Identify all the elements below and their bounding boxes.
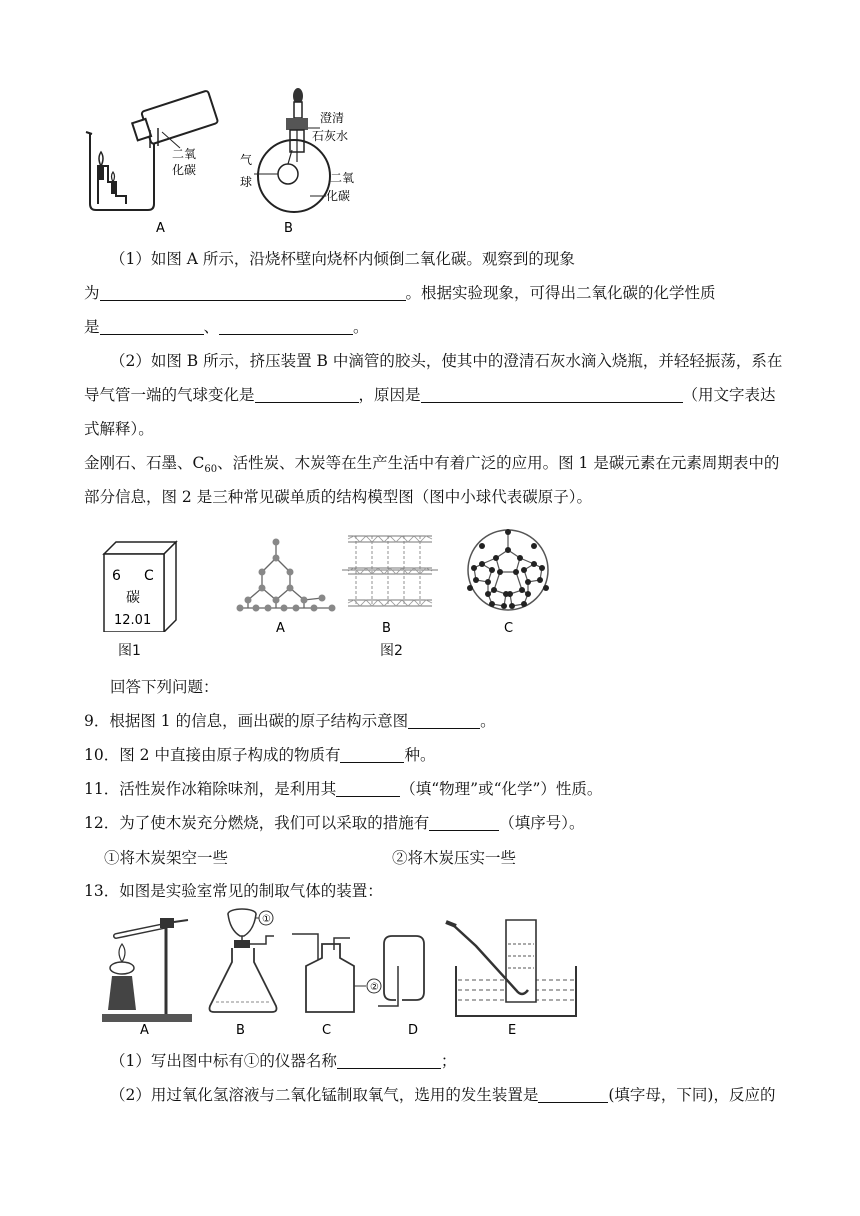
apparatus-caption-a: A <box>140 1023 149 1038</box>
answer-blank[interactable] <box>336 780 400 797</box>
figure-b-label-co2-2: 化碳 <box>326 189 351 203</box>
element-number: 6 <box>112 568 121 584</box>
q1-text-3-pre: 是 <box>84 318 100 336</box>
q10-text-pre: 10．图 2 中直接由原子构成的物质有 <box>84 746 341 764</box>
figure-b-caption: B <box>284 221 293 236</box>
apparatus-label-1: ① <box>262 914 271 925</box>
figure-b-label-balloon-1: 气 <box>240 153 253 167</box>
element-card-carbon <box>96 540 178 632</box>
q11-text-post: （填“物理”或“化学”）性质。 <box>400 780 603 798</box>
q9-text-pre: 9．根据图 1 的信息，画出碳的原子结构示意图 <box>84 712 409 730</box>
figure-b-label-co2-1: 二氧 <box>330 171 355 185</box>
apparatus-label-2: ② <box>370 982 379 993</box>
answer-blank[interactable] <box>100 318 204 335</box>
apparatus-c-gas-bottle <box>292 934 381 1012</box>
q13-part-1 <box>84 1050 810 1072</box>
diamond-structure-model <box>236 528 336 638</box>
apparatus-d-inverted-bottle <box>378 936 424 1006</box>
intro-text-1a: 金刚石、石墨、C <box>84 454 205 472</box>
fig2-label-b: B <box>382 621 391 636</box>
q13-p2-text-pre: （2）用过氧化氢溶液与二氧化锰制取氧气，选用的发生装置是 <box>110 1086 539 1104</box>
q1-line-3 <box>84 316 784 338</box>
answer-prompt: 回答下列问题： <box>110 678 219 696</box>
element-name: 碳 <box>126 590 140 606</box>
apparatus-caption-c: C <box>322 1023 332 1038</box>
answer-blank[interactable] <box>408 712 480 729</box>
question-13 <box>84 880 784 902</box>
q2-text-2-mid: ，原因是 <box>358 386 421 404</box>
q13-p2-text-post: (填字母，下同)，反应的 <box>608 1086 776 1104</box>
answer-blank[interactable] <box>538 1086 608 1103</box>
fig2-caption: 图2 <box>380 643 403 659</box>
figure-a-beaker-candles <box>84 86 224 236</box>
q13-p1-text-pre: （1）写出图中标有①的仪器名称 <box>110 1052 337 1070</box>
element-symbol: C <box>144 568 154 584</box>
question-12 <box>84 812 784 834</box>
q1-text-3-post: 。 <box>353 318 369 336</box>
figure-b-label-balloon-2: 球 <box>240 175 253 189</box>
apparatus-caption-b: B <box>236 1023 245 1038</box>
answer-blank[interactable] <box>255 386 359 403</box>
question-10 <box>84 744 784 766</box>
answer-blank[interactable] <box>429 814 499 831</box>
question-9 <box>84 710 784 732</box>
q1-text-1: （1）如图 A 所示，沿烧杯壁向烧杯内倾倒二氧化碳。观察到的现象 <box>110 250 575 268</box>
apparatus-caption-e: E <box>508 1023 517 1038</box>
q2-text-1: （2）如图 B 所示，挤压装置 B 中滴管的胶头，使其中的澄清石灰水滴入烧瓶，并轻轻振荡，系在 <box>110 352 783 370</box>
intro-line-2 <box>84 486 784 508</box>
q11-text-pre: 11．活性炭作冰箱除味剂，是利用其 <box>84 780 337 798</box>
q12-text-pre: 12．为了使木炭充分燃烧，我们可以采取的措施有 <box>84 814 430 832</box>
q2-text-3: 式解释）。 <box>84 420 154 438</box>
q1-text-3-mid: 、 <box>203 318 220 336</box>
q1-line-2 <box>84 282 784 304</box>
q9-text-post: 。 <box>480 712 496 730</box>
intro-text-2: 部分信息，图 2 是三种常见碳单质的结构模型图（图中小球代表碳原子）。 <box>84 488 592 506</box>
answer-prompt-line <box>84 676 810 698</box>
gas-apparatus-figure <box>96 906 596 1038</box>
q12-text-post: （填序号）。 <box>499 814 585 832</box>
q2-line-2 <box>84 384 784 406</box>
answer-blank[interactable] <box>421 386 683 403</box>
apparatus-e-water-trough <box>446 920 576 1016</box>
q1-text-2-pre: 为 <box>84 284 100 302</box>
q10-text-post: 种。 <box>404 746 436 764</box>
q13-text: 13．如图是实验室常见的制取气体的装置： <box>84 882 383 900</box>
figure-a-caption: A <box>156 221 165 236</box>
q13-part-2 <box>84 1084 810 1106</box>
element-mass: 12.01 <box>114 613 152 628</box>
figure-b-flask-balloon <box>230 82 370 236</box>
question-11 <box>84 778 784 800</box>
q2-text-2-pre: 导气管一端的气球变化是 <box>84 386 255 404</box>
answer-blank[interactable] <box>100 284 406 301</box>
q12-option-1: ①将木炭架空一些 <box>104 849 229 867</box>
q13-p1-text-post: ； <box>440 1052 457 1070</box>
apparatus-caption-d: D <box>408 1023 419 1038</box>
fig2-label-a: A <box>276 621 285 636</box>
intro-subscript: 60 <box>204 464 218 476</box>
figure-b-label-limewater-2: 石灰水 <box>312 129 349 143</box>
figure-a-label-co2-1: 二氧化碳 <box>172 147 197 177</box>
fig2-label-c: C <box>504 621 514 636</box>
c60-fullerene-model <box>462 524 558 638</box>
answer-blank[interactable] <box>340 746 404 763</box>
figure-b-label-limewater-1: 澄清 <box>320 111 345 125</box>
q2-text-2-post: （用文字表达 <box>682 386 776 404</box>
apparatus-a-heating <box>102 918 192 1022</box>
q2-line-1 <box>84 350 810 372</box>
q1-line-1 <box>84 248 810 270</box>
fig1-caption: 图1 <box>118 643 141 659</box>
answer-blank[interactable] <box>219 318 353 335</box>
intro-line-1 <box>84 452 784 481</box>
graphite-structure-model <box>340 524 440 638</box>
intro-text-1b: 、活性炭、木炭等在生产生活中有着广泛的应用。图 1 是碳元素在元素周期表中的 <box>217 454 780 472</box>
q1-text-2-post: 。根据实验现象，可得出二氧化碳的化学性质 <box>405 284 716 302</box>
answer-blank[interactable] <box>337 1052 441 1069</box>
q2-line-3 <box>84 418 784 440</box>
q12-option-2: ②将木炭压实一些 <box>392 849 517 867</box>
